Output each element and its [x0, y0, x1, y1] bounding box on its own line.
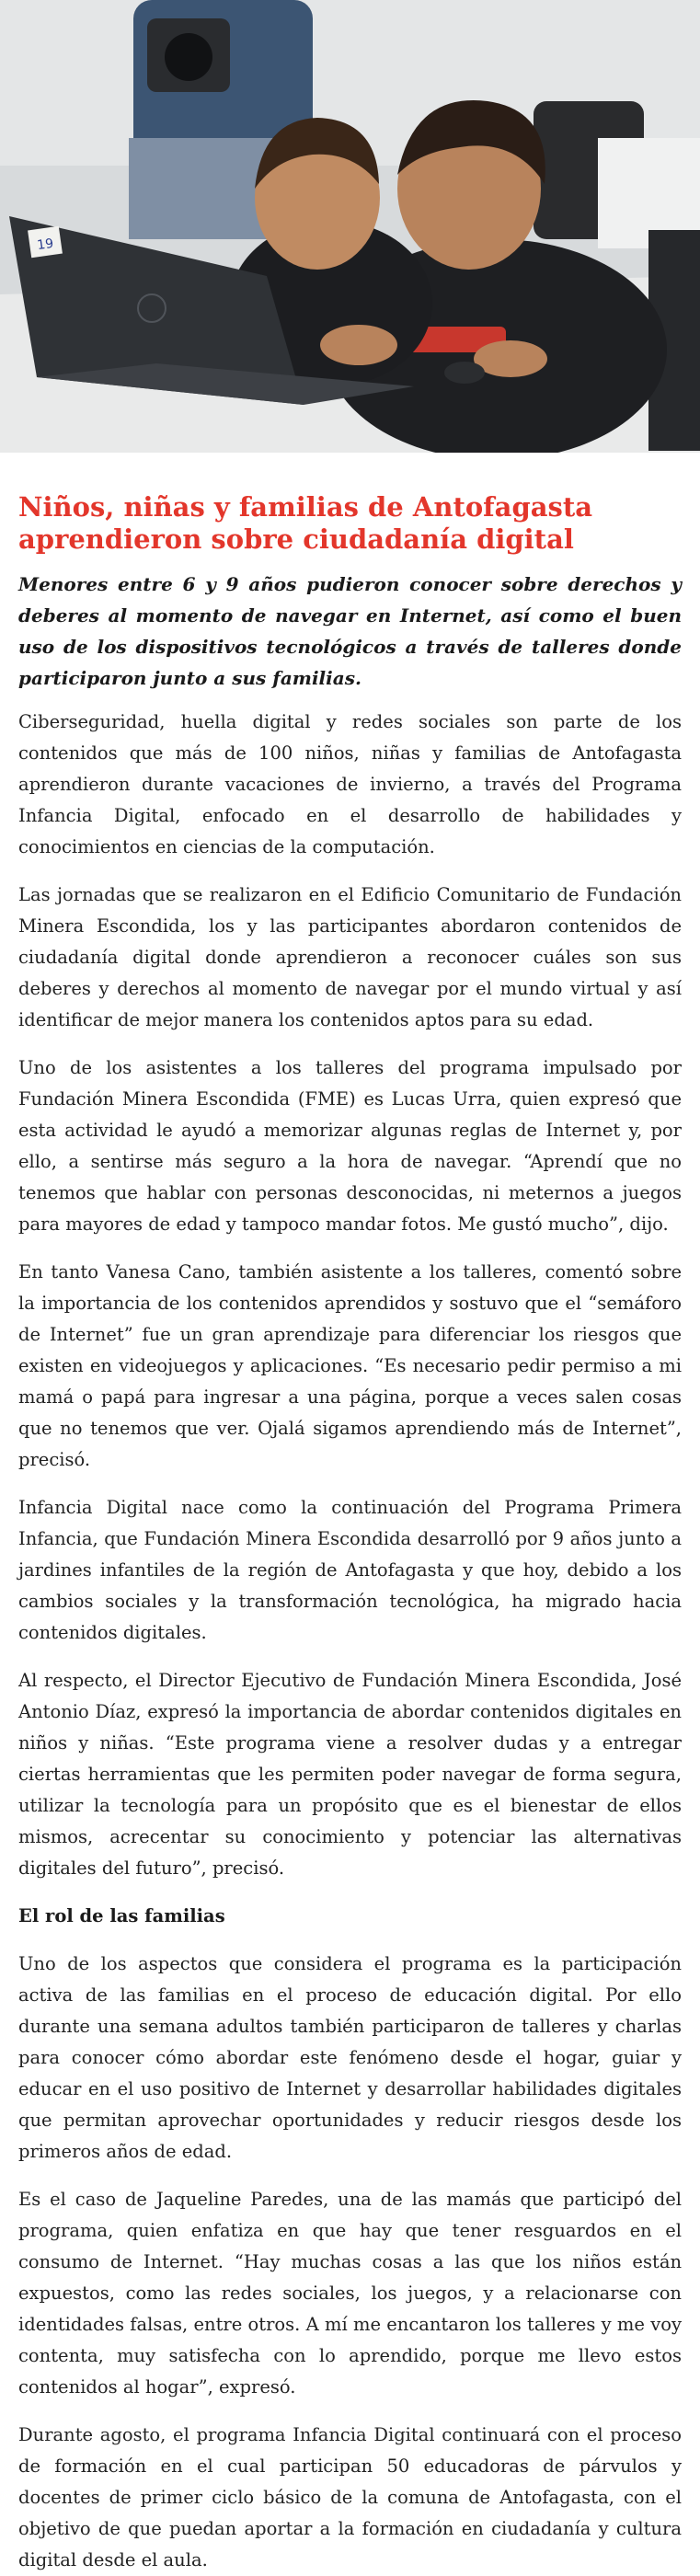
article-paragraph: Infancia Digital nace como la continuación del Programa Primera Infancia, que Fundación Minera Escondida desarrolló por 9 años junto a jardines infantiles de la región de Antofagasta y que hoy, debido a los cambios sociales y la transformación tecnológica, ha migrado hacia contenidos digitales.: [18, 1497, 682, 1643]
article-title: Niños, niñas y familias de Antofagasta aprendieron sobre ciudadanía digital: [18, 491, 593, 555]
article-paragraph: Uno de los asistentes a los talleres del programa impulsado por Fundación Minera Escondida (FME) es Lucas Urra, quien expresó que esta actividad le ayudó a memorizar algunas reglas de Internet y, por ello, a sentirse más seguro a la hora de navegar. “Aprendí que no tenemos que hablar con personas desconocidas, ni meternos a juegos para mayores de edad y tampoco mandar fotos. Me gustó mucho”, dijo.: [18, 1057, 682, 1235]
article-paragraph: En tanto Vanesa Cano, también asistente a los talleres, comentó sobre la importancia de los contenidos aprendidos y sostuvo que el “semáforo de Internet” fue un gran aprendizaje para diferenciar los riesgos que existen en videojuegos y aplicaciones. “Es necesario pedir permiso a mi mamá o papá para ingresar a una página, porque a veces salen cosas que no tenemos que ver. Ojalá sigamos aprendiendo más de Internet”, precisó.: [18, 1261, 682, 1470]
article-paragraph: Las jornadas que se realizaron en el Edificio Comunitario de Fundación Minera Escondida, los y las participantes abordaron contenidos de ciudadanía digital donde aprendieron a reconocer cuáles son sus deberes y derechos al momento de navegar por el mundo virtual y así identificar de mejor manera los contenidos aptos para su edad.: [18, 884, 682, 1030]
hero-photo-illustration: [0, 0, 700, 453]
article-paragraph: Ciberseguridad, huella digital y redes sociales son parte de los contenidos que más de 100 niños, niñas y familias de Antofagasta aprendieron durante vacaciones de invierno, a través del Programa Infancia Digital, enfocado en el desarrollo de habilidades y conocimientos en ciencias de la computación.: [18, 711, 682, 857]
hero-image: [0, 0, 700, 453]
article-paragraph: Es el caso de Jaqueline Paredes, una de las mamás que participó del programa, quien enfatiza en que hay que tener resguardos en el consumo de Internet. “Hay muchas cosas a las que los niños están expuestos, como las redes sociales, los juegos, y a relacionarse con identidades falsas, entre otros. A mí me encantaron los talleres y me voy contenta, muy satisfecha con lo aprendido, porque me llevo estos contenidos al hogar”, expresó.: [18, 2189, 682, 2398]
hero-mouse: [444, 362, 485, 384]
article-paragraph: Al respecto, el Director Ejecutivo de Fundación Minera Escondida, José Antonio Díaz, expresó la importancia de abordar contenidos digitales en niños y niñas. “Este programa viene a resolver dudas y a entregar ciertas herramientas que les permiten poder navegar de forma segura, utilizar la tecnología para un propósito que es el bienestar de ellos mismos, acrecentar su conocimiento y potenciar las alternativas digitales del futuro”, precisó.: [18, 1670, 682, 1879]
article-lead: Menores entre 6 y 9 años pudieron conocer sobre derechos y deberes al momento de navegar en Internet, así como el buen uso de los dispositivos tecnológicos a través de talleres donde participaron junto a sus familias.: [18, 573, 682, 689]
article-subheading: El rol de las familias: [18, 1905, 225, 1926]
article-paragraph: Uno de los aspectos que considera el programa es la participación activa de las familias en el proceso de educación digital. Por ello durante una semana adultos también participaron de talleres y charlas para conocer cómo abordar este fenómeno desde el hogar, guiar y educar en el uso positivo de Internet y desarrollar habilidades digitales que permitan aprovechar oportunidades y reducir riesgos desde los primeros años de edad.: [18, 1953, 682, 2162]
article-paragraph: Durante agosto, el programa Infancia Digital continuará con el proceso de formación en el cual participan 50 educadoras de párvulos y docentes de primer ciclo básico de la comuna de Antofagasta, con el objetivo de que puedan aportar a la formación en ciudadanía y cultura digital desde el aula.: [18, 2424, 682, 2570]
hero-laptop-sticker-text: 19: [36, 236, 55, 254]
article: [0, 453, 700, 2576]
